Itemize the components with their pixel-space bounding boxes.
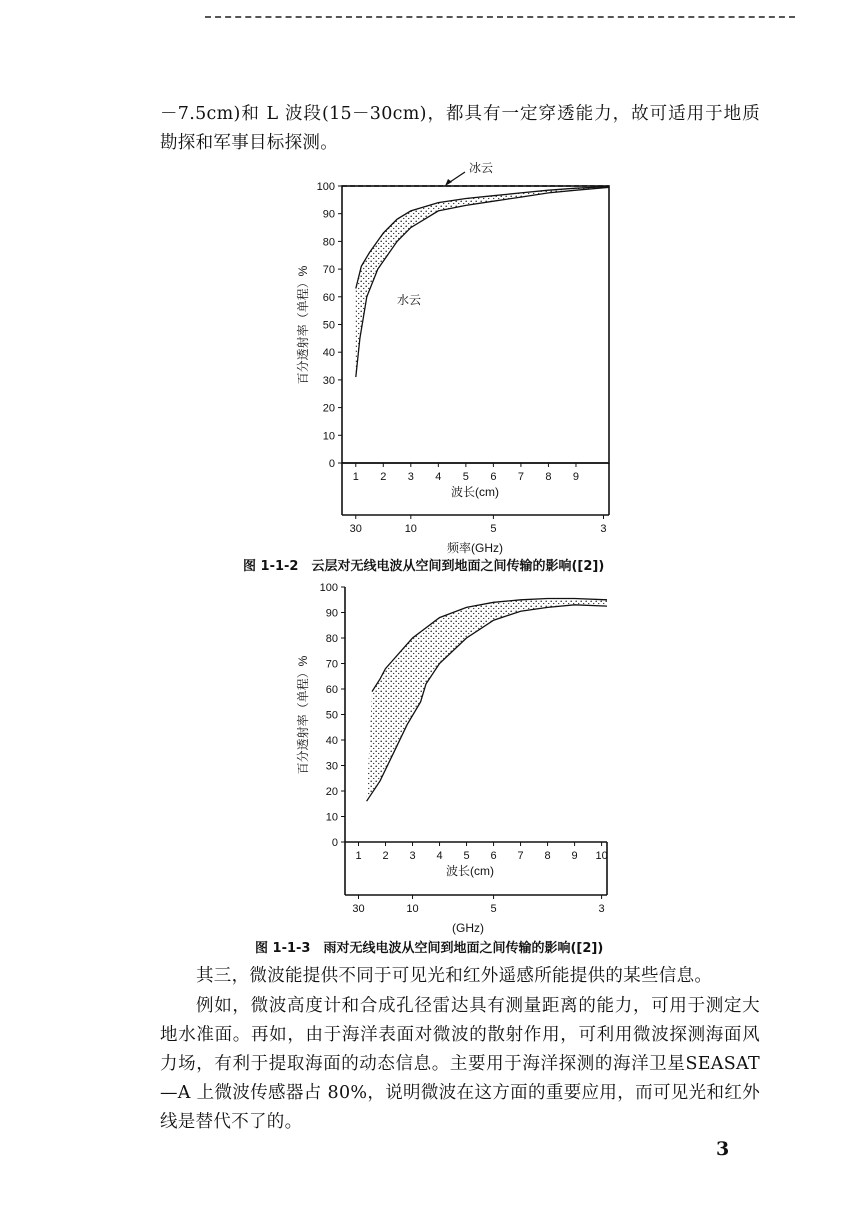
frequency-tick-label: 10 — [404, 523, 417, 535]
plot-frame — [342, 186, 609, 463]
paragraph-bottom-2: 例如，微波高度计和合成孔径雷达具有测量距离的能力，可用于测定大地水准面。再如，由于海洋表面对微波的散射作用，可利用微波探测海面风力场，有利于提取海面的动态信息。主要用于海洋探测的海洋卫星SEASAT—A 上微波传感器占 80%，说明微波在这方面的重要应用，而可见光和红外线是替代不了的。 — [160, 996, 760, 1132]
y-tick-label: 70 — [322, 264, 335, 277]
x-tick-label: 2 — [380, 471, 387, 483]
y-tick-label: 10 — [322, 430, 335, 443]
frequency-tick-label: 30 — [352, 903, 365, 915]
x-tick-label: 1 — [352, 471, 359, 483]
water-cloud-band — [356, 187, 609, 378]
frequency-tick-label: 5 — [490, 903, 497, 915]
x-tick-label: 6 — [490, 850, 497, 862]
y-tick-label: 0 — [331, 837, 338, 849]
figure-1-1-2-caption: 图 1-1-2 云层对无线电波从空间到地面之间传输的影响([2]) — [243, 559, 605, 574]
x-tick-label: 7 — [517, 850, 524, 862]
x-tick-label: 6 — [490, 471, 497, 483]
y-tick-label: 50 — [322, 319, 335, 332]
y-tick-label: 80 — [325, 633, 338, 645]
y-tick-label: 90 — [325, 607, 338, 620]
x-tick-label: 10 — [595, 850, 608, 862]
frequency-axis-label: (GHz) — [452, 921, 484, 935]
x-tick-label: 8 — [544, 850, 551, 862]
y-tick-label: 90 — [322, 208, 335, 221]
paragraph-bottom-1: 其三，微波能提供不同于可见光和红外遥感所能提供的某些信息。 — [196, 966, 713, 986]
ice-cloud-arrowhead — [445, 179, 452, 186]
y-tick-label: 100 — [319, 582, 338, 594]
figure-1-1-3-caption: 图 1-1-3 雨对无线电波从空间到地面之间传输的影响([2]) — [255, 941, 604, 956]
y-tick-label: 10 — [325, 811, 338, 824]
water-cloud-label: 水云 — [397, 293, 422, 307]
water-cloud-lower-curve — [356, 187, 609, 377]
x-tick-label: 4 — [436, 850, 443, 862]
x-tick-label: 3 — [407, 471, 414, 483]
page-number: 3 — [716, 1138, 730, 1160]
y-tick-label: 80 — [322, 236, 335, 249]
y-tick-label: 60 — [322, 291, 335, 304]
frequency-tick-label: 30 — [349, 523, 362, 535]
frequency-tick-label: 10 — [406, 903, 419, 915]
y-tick-label: 100 — [316, 181, 335, 193]
x-tick-label: 1 — [355, 850, 362, 862]
y-tick-label: 30 — [325, 760, 338, 773]
x-tick-label: 5 — [462, 471, 469, 483]
frequency-tick-label: 3 — [598, 903, 605, 915]
paragraph-top: －7.5cm)和 L 波段(15－30cm)，都具有一定穿透能力，故可适用于地质勘探和军事目标探测。 — [160, 104, 760, 153]
x-tick-label: 9 — [572, 471, 580, 483]
y-tick-label: 20 — [322, 402, 335, 415]
x-tick-label: 4 — [435, 471, 442, 483]
y-tick-label: 60 — [325, 684, 338, 696]
y-tick-label: 30 — [322, 374, 335, 387]
y-tick-label: 40 — [325, 735, 338, 747]
x-tick-label: 2 — [382, 850, 389, 862]
ice-cloud-label: 冰云 — [469, 161, 494, 175]
figure-1-1-3-chart — [285, 575, 630, 940]
x-tick-label: 7 — [517, 471, 524, 483]
header-rule — [205, 16, 795, 20]
y-tick-label: 0 — [328, 458, 335, 470]
y-tick-label: 40 — [322, 347, 335, 360]
rain-band — [367, 599, 607, 802]
x-axis-label: 波长(cm) — [446, 864, 494, 878]
x-tick-label: 9 — [571, 850, 578, 862]
figure-1-1-2-chart — [285, 160, 630, 560]
x-tick-label: 5 — [463, 850, 470, 862]
frequency-tick-label: 5 — [490, 523, 497, 535]
frequency-tick-label: 3 — [600, 523, 607, 535]
x-axis-label: 波长(cm) — [451, 485, 499, 499]
x-tick-label: 3 — [409, 850, 416, 862]
frequency-axis-label: 频率(GHz) — [447, 541, 503, 555]
y-tick-label: 20 — [325, 786, 338, 798]
y-axis-label: 百分透射率（单程）% — [296, 265, 310, 385]
x-tick-label: 8 — [545, 471, 552, 483]
y-tick-label: 50 — [325, 709, 338, 722]
y-axis-label: 百分透射率（单程）% — [296, 655, 310, 775]
y-tick-label: 70 — [325, 658, 338, 671]
